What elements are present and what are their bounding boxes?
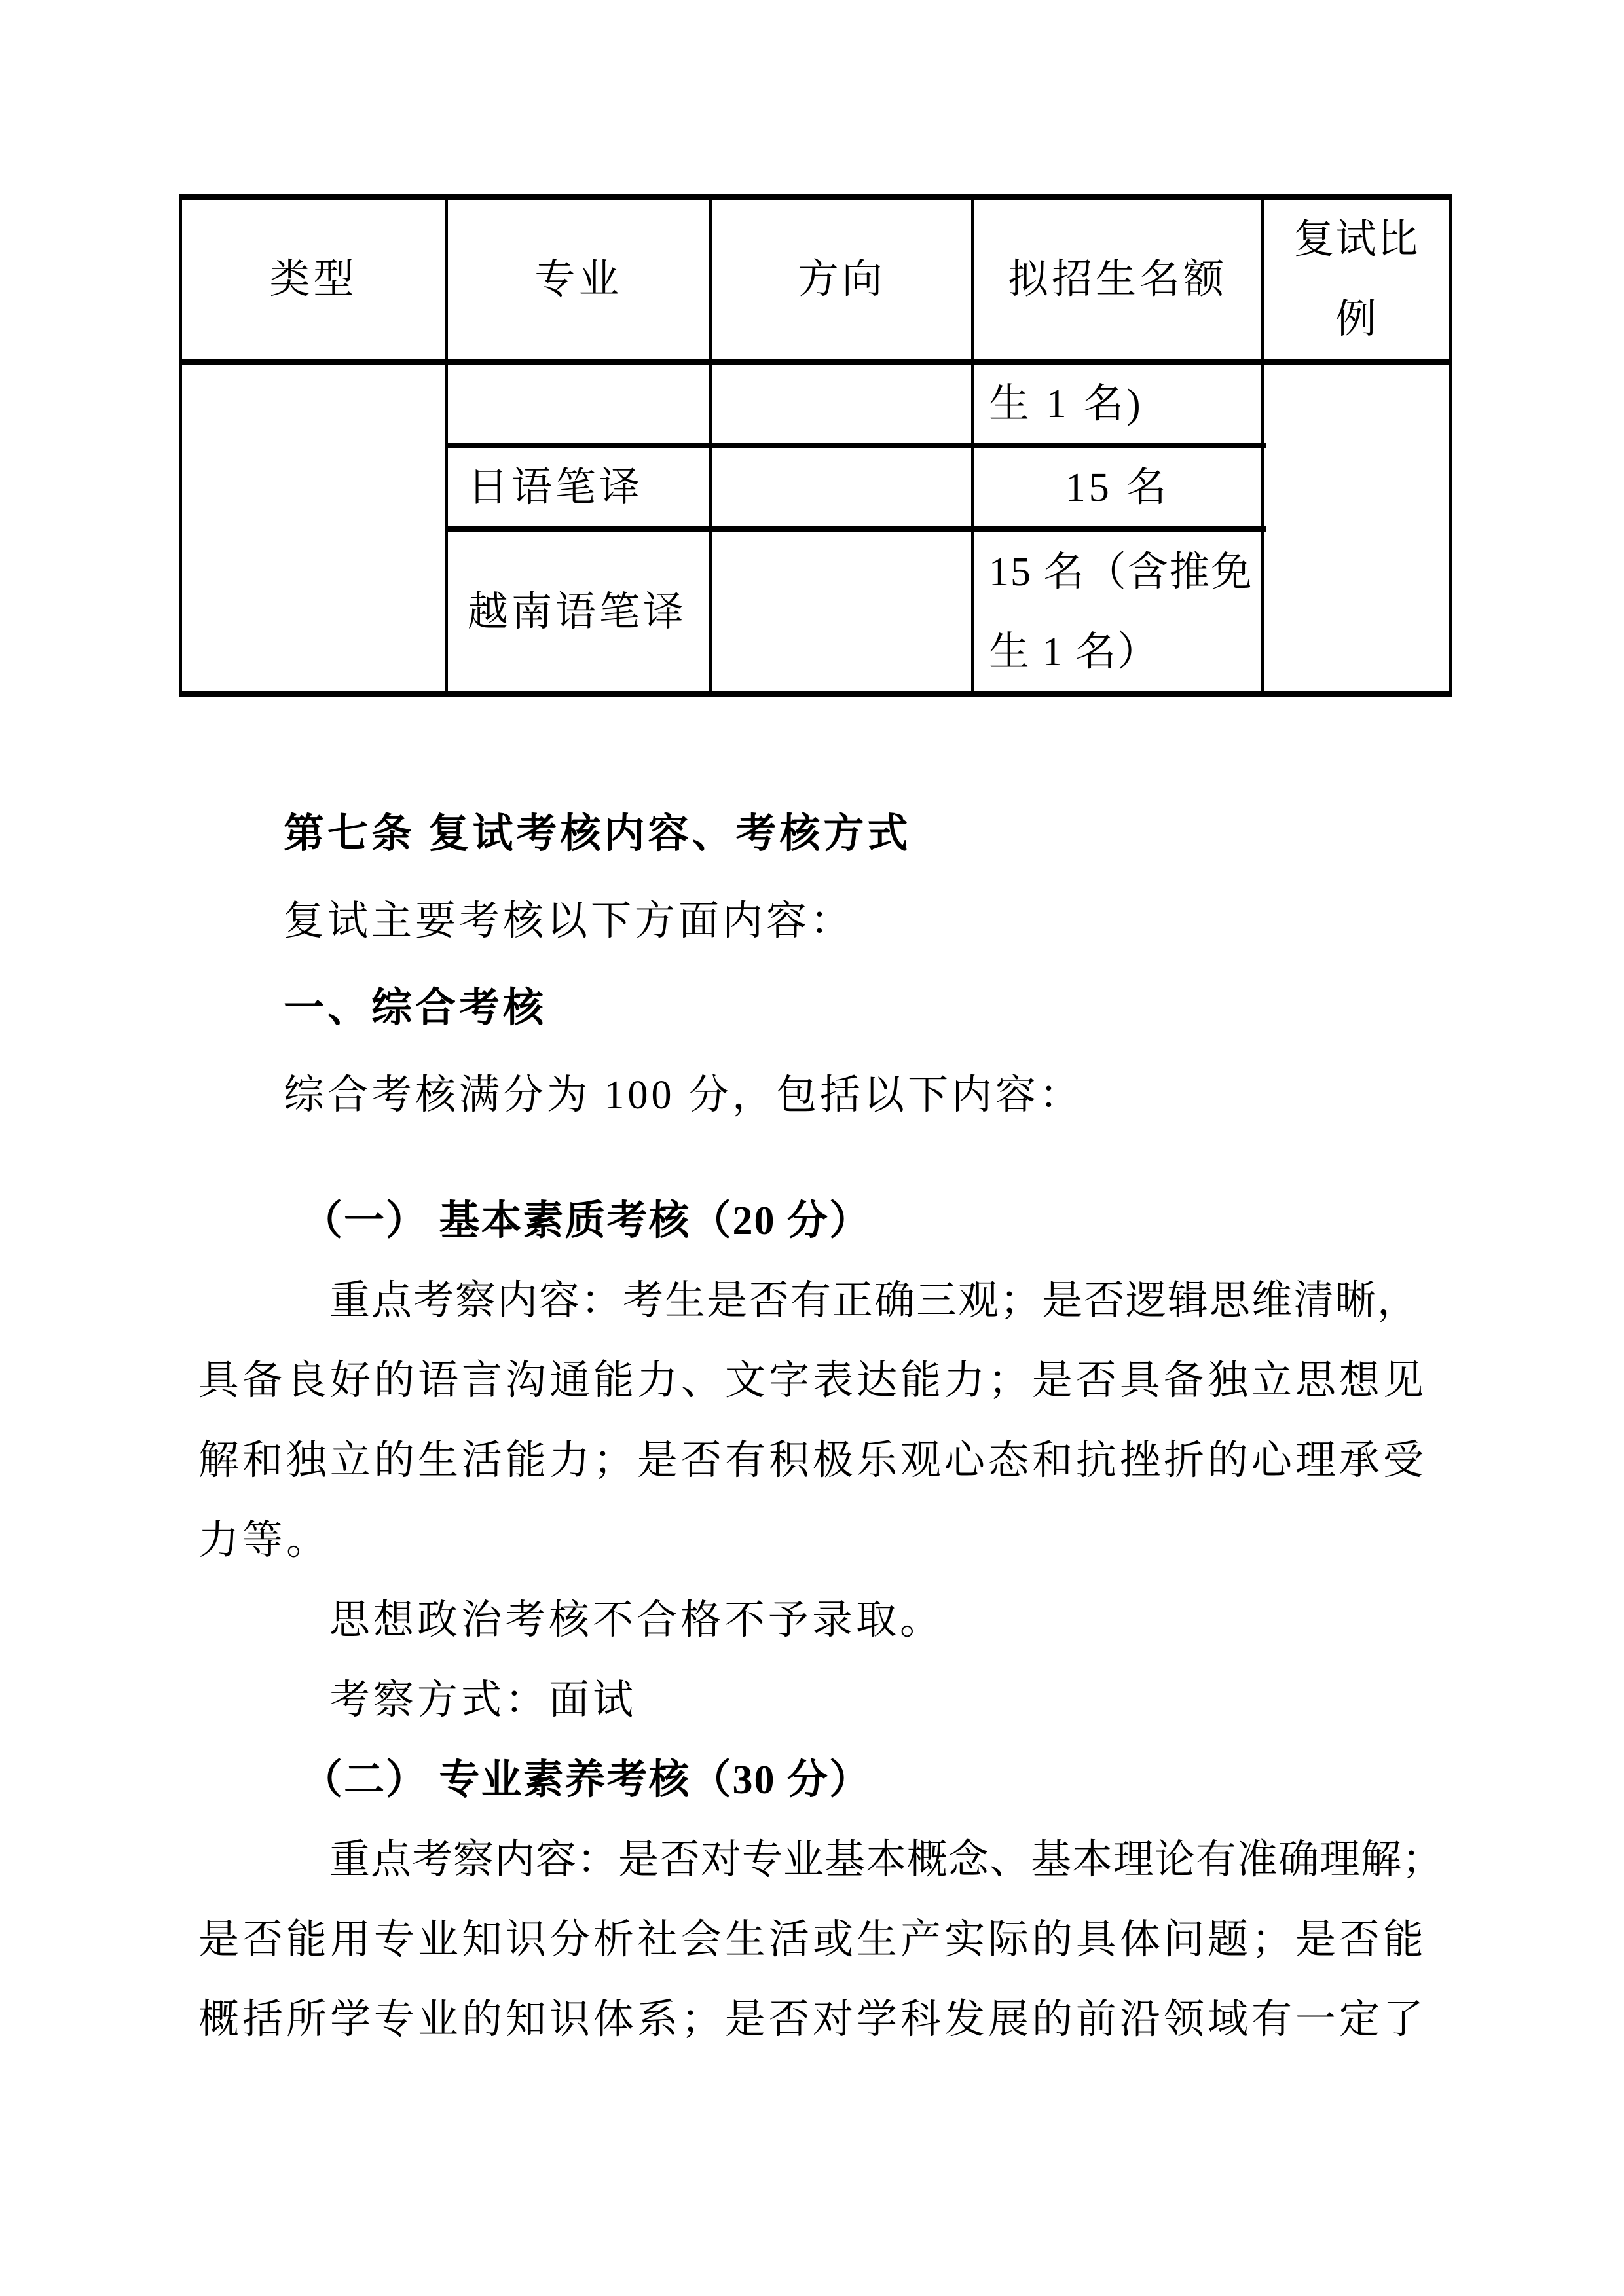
enrollment-table: [179, 194, 1452, 697]
paragraph-basic-quality-line2: 具备良好的语言沟通能力、文字表达能力；是否具备独立思想见: [198, 1358, 1428, 1403]
table-header-direction: 方向: [798, 257, 886, 302]
table-cell-major-row3: 越南语笔译: [468, 589, 688, 634]
table-header-quota: 拟招生名额: [1007, 257, 1227, 302]
heading-article-seven: 第七条 复试考核内容、考核方式: [284, 812, 912, 856]
paragraph-basic-quality-line1: 重点考察内容：考生是否有正确三观；是否逻辑思维清晰，: [329, 1279, 1420, 1323]
table-cell-quota-row3-line1: 15 名（含推免: [989, 549, 1253, 594]
table-cell-major-row2: 日语笔译: [468, 465, 644, 510]
heading-professional-quality: （二） 专业素养考核（30 分）: [302, 1758, 872, 1802]
table-border-right: [1449, 194, 1452, 697]
paragraph-basic-quality-line4: 力等。: [198, 1518, 331, 1563]
paragraph-basic-quality-line3: 解和独立的生活能力；是否有积极乐观心态和抗挫折的心理承受: [198, 1438, 1428, 1483]
table-cell-quota-row3: [989, 532, 1261, 691]
paragraph-political-check: 思想政治考核不合格不予录取。: [329, 1598, 944, 1643]
table-cell-quota-row2: 15 名: [1065, 465, 1170, 510]
table-header-major: 专业: [534, 257, 623, 302]
table-rule-row2: [445, 526, 1266, 532]
table-header-ratio: [1264, 200, 1449, 359]
paragraph-intro: 复试主要考核以下方面内容：: [284, 899, 855, 943]
paragraph-professional-line2: 是否能用专业知识分析社会生活或生产实际的具体问题；是否能: [198, 1918, 1428, 1962]
paragraph-total-score: 综合考核满分为 100 分，包括以下内容：: [284, 1073, 1084, 1118]
table-rule-row1: [445, 443, 1266, 448]
table-header-type: 类型: [269, 257, 358, 302]
paragraph-professional-line3: 概括所学专业的知识体系；是否对学科发展的前沿领域有一定了: [198, 1997, 1428, 2042]
paragraph-assessment-method: 考察方式：面试: [329, 1678, 637, 1722]
heading-comprehensive-assessment: 一、综合考核: [284, 986, 547, 1030]
heading-basic-quality: （一） 基本素质考核（20 分）: [302, 1199, 872, 1243]
paragraph-professional-line1: 重点考察内容：是否对专业基本概念、基本理论有准确理解；: [329, 1838, 1444, 1882]
table-cell-quota-row1: 生 1 名): [989, 382, 1144, 426]
table-cell-quota-row3-line2: 生 1 名）: [989, 629, 1160, 674]
table-header-ratio-label: 复试比例: [1293, 217, 1420, 342]
